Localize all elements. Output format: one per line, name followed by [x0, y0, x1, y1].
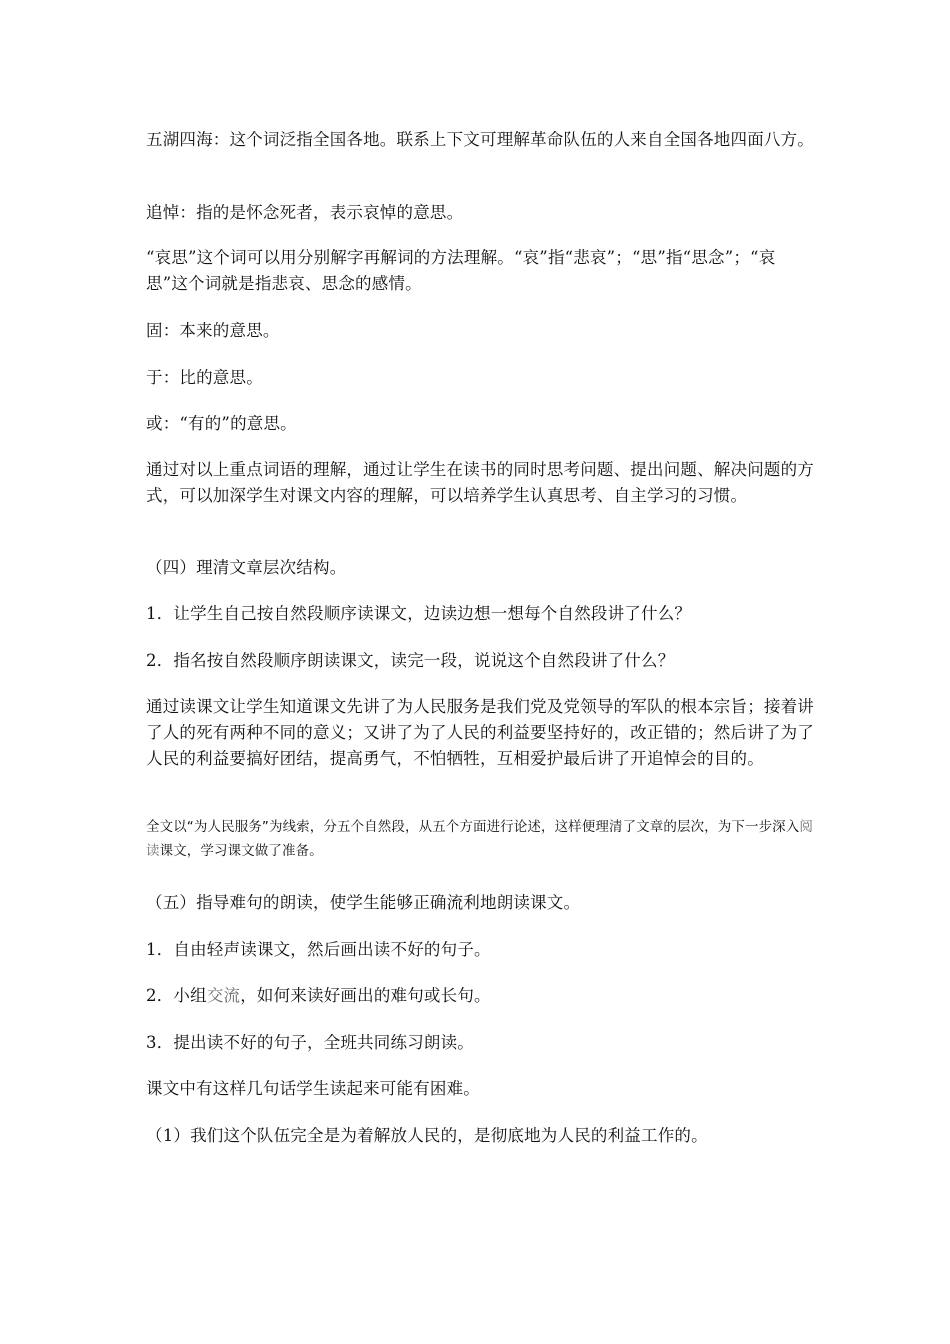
- paragraph-thread-text-a: 全文以“为人民服务”为线索，分五个自然段，从五个方面进行论述，这样便理清了文章的层次，为下一步深入: [146, 819, 800, 835]
- yuedu-link[interactable]: 阅读: [146, 819, 813, 859]
- paragraph-yu: 于：比的意思。: [146, 368, 263, 387]
- paragraph-huo: 或：“有的”的意思。: [146, 414, 297, 433]
- jiaoliu-link[interactable]: 交流: [206, 986, 241, 1005]
- paragraph-wuhu-sihai: 五湖四海：这个词泛指全国各地。联系上下文可理解革命队伍的人来自全国各地四面八方。: [146, 130, 814, 149]
- paragraph-thread: [146, 815, 816, 863]
- section-heading-four: （四）理清文章层次结构。: [146, 558, 347, 577]
- quote-sentence-1: （1）我们这个队伍完全是为着解放人民的，是彻底地为人民的利益工作的。: [146, 1126, 708, 1145]
- list-item-group-text-a: 2．小组: [146, 986, 207, 1005]
- list-item-group-text-b: ，如何来读好画出的难句或长句。: [240, 986, 491, 1005]
- paragraph-structure-summary: 通过读课文让学生知道课文先讲了为人民服务是我们党及党领导的军队的根本宗旨；接着讲了人的死有两种不同的意义；又讲了为了人民的利益要坚持好的，改正错的；然后讲了为了人民的利益要搞好团结，提高勇气，不怕牺牲，互相爱护最后讲了开追悼会的目的。: [146, 697, 814, 768]
- paragraph-aisi: “哀思”这个词可以用分别解字再解词的方法理解。“哀”指“悲哀”；“思”指“思念”；“哀思”这个词就是指悲哀、思念的感情。: [146, 248, 776, 293]
- list-item-group: [146, 983, 816, 1009]
- paragraph-thread-text-b: 课文，学习课文做了准备。: [159, 843, 323, 859]
- paragraph-summary-words: 通过对以上重点词语的理解，通过让学生在读书的同时思考问题、提出问题、解决问题的方式，可以加深学生对课文内容的理解，可以培养学生认真思考、自主学习的习惯。: [146, 460, 814, 505]
- list-item-2: 2．指名按自然段顺序朗读课文，读完一段，说说这个自然段讲了什么？: [146, 651, 675, 670]
- list-item-practice: 3．提出读不好的句子，全班共同练习朗读。: [146, 1033, 474, 1052]
- paragraph-difficult-sentences: 课文中有这样几句话学生读起来可能有困难。: [146, 1079, 480, 1098]
- paragraph-gu: 固：本来的意思。: [146, 321, 280, 340]
- section-heading-five: （五）指导难句的朗读，使学生能够正确流利地朗读课文。: [146, 893, 581, 912]
- list-item-1: 1．让学生自己按自然段顺序读课文，边读边想一想每个自然段讲了什么？: [146, 604, 692, 623]
- paragraph-zhuidao: 追悼：指的是怀念死者，表示哀悼的意思。: [146, 203, 464, 222]
- list-item-read-aloud: 1．自由轻声读课文，然后画出读不好的句子。: [146, 940, 491, 959]
